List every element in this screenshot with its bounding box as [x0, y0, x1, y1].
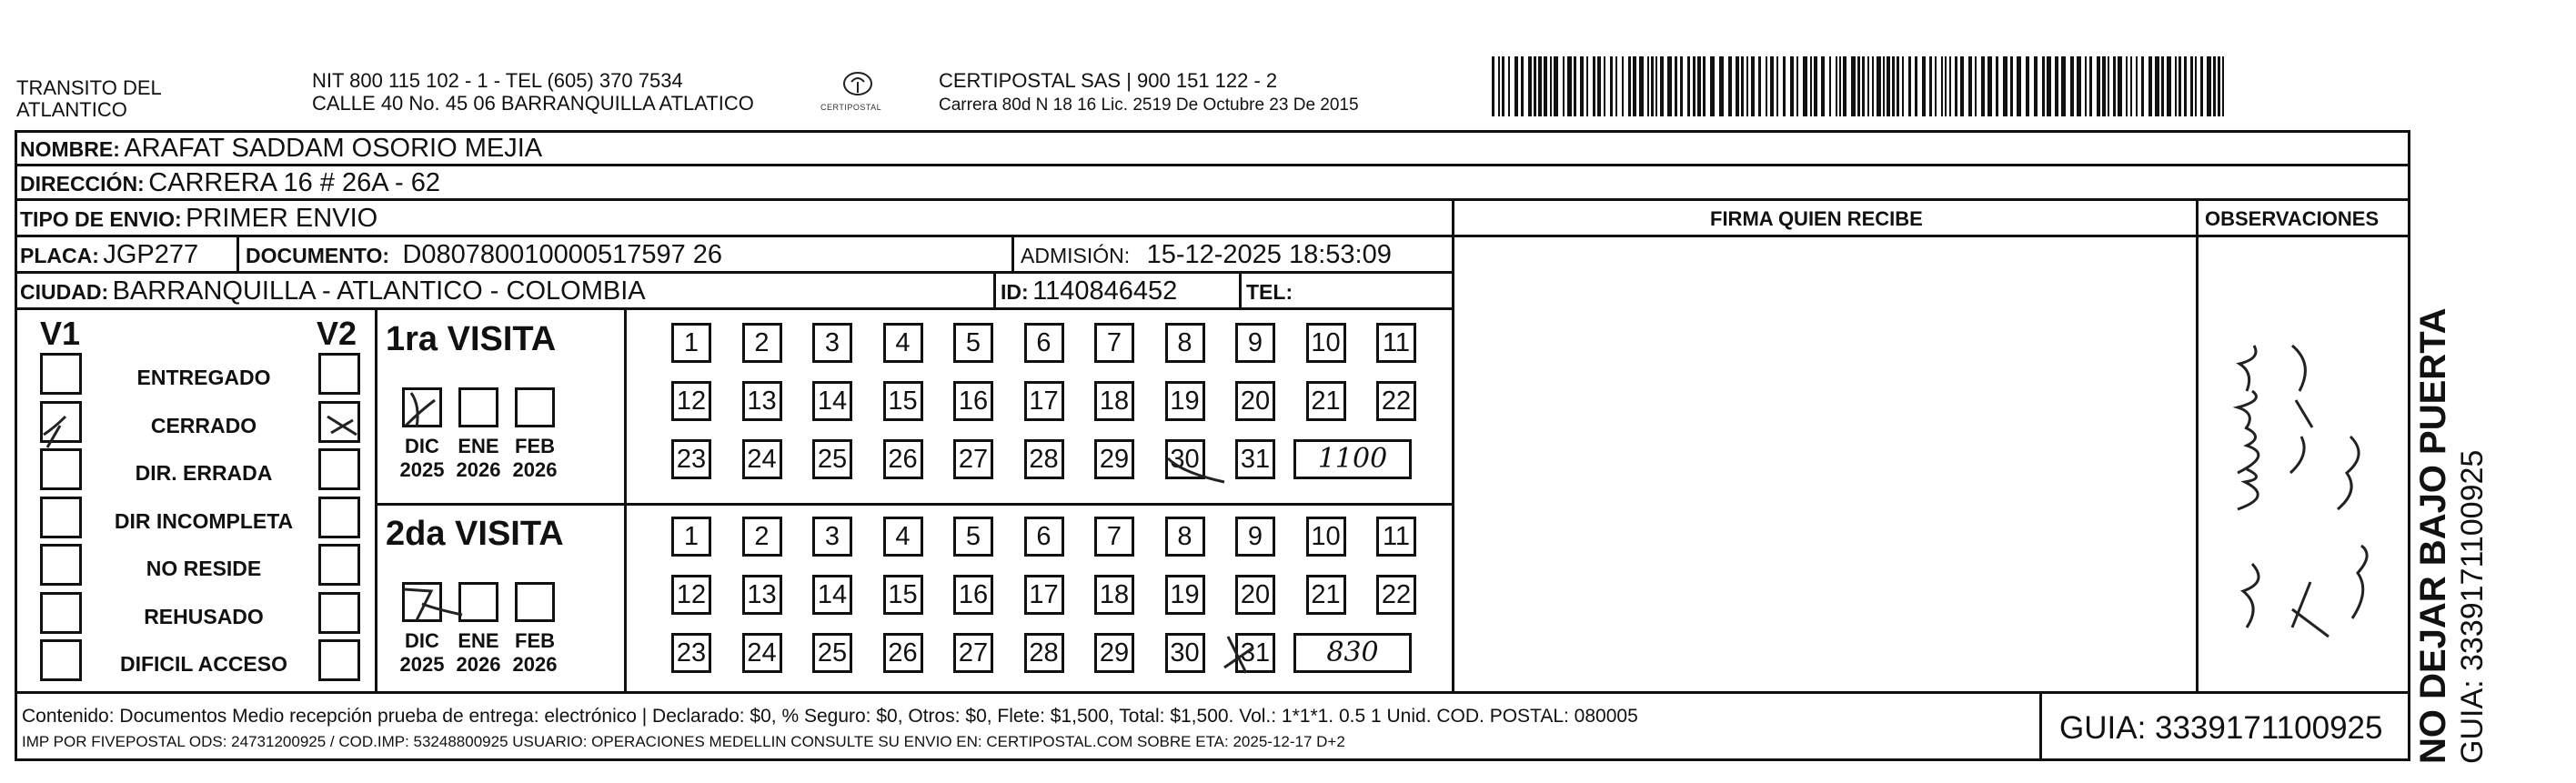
- ciudad-row: [20, 276, 646, 311]
- first-visit-day-box[interactable]: 13: [742, 381, 782, 421]
- first-visit-day-box[interactable]: 28: [1024, 439, 1064, 479]
- first-visit-month-checkbox[interactable]: [515, 387, 555, 427]
- documento-value: D080780010000517597 26: [402, 240, 723, 269]
- first-visit-day-box[interactable]: 31: [1235, 439, 1275, 479]
- second-visit-month-checkbox[interactable]: [402, 582, 442, 622]
- first-visit-day-box[interactable]: 4: [883, 323, 923, 363]
- first-visit-day-box[interactable]: 18: [1094, 381, 1134, 421]
- tipo-value: PRIMER ENVIO: [186, 204, 378, 233]
- placa-label: PLACA:: [20, 244, 99, 267]
- direccion-row: [20, 167, 440, 203]
- second-visit-month-checkbox[interactable]: [515, 582, 555, 622]
- first-visit-day-box[interactable]: 24: [742, 439, 782, 479]
- first-visit-day-box[interactable]: 5: [953, 323, 993, 363]
- placa-row: [20, 239, 198, 275]
- second-visit-time-value: 830: [1326, 637, 1379, 668]
- first-visit-title: 1ra VISITA: [386, 320, 557, 358]
- documento-label: DOCUMENTO:: [246, 244, 390, 267]
- first-visit-day-box[interactable]: 3: [812, 323, 852, 363]
- status-label: DIR INCOMPLETA: [114, 508, 294, 533]
- second-visit-day-box[interactable]: 20: [1235, 575, 1275, 615]
- v1-checkbox[interactable]: [40, 544, 82, 586]
- company-license: Carrera 80d N 18 16 Lic. 2519 De Octubre 23 De 2015: [939, 95, 1359, 115]
- direccion-label: DIRECCIÓN:: [20, 172, 145, 196]
- second-visit-month-label: ENE 2026: [456, 629, 501, 676]
- logo-text: CERTIPOSTAL: [820, 103, 882, 112]
- org-name-line2: ATLANTICO: [16, 98, 127, 121]
- second-visit-day-box[interactable]: 3: [812, 517, 852, 557]
- first-visit-day-box[interactable]: 1: [671, 323, 711, 363]
- v2-checkbox[interactable]: [318, 353, 360, 395]
- id-row: [1001, 276, 1177, 311]
- first-visit-day-box[interactable]: 26: [883, 439, 923, 479]
- nombre-label: NOMBRE:: [20, 137, 120, 161]
- nombre-row: [20, 133, 542, 168]
- barcode-icon: [1492, 56, 2229, 116]
- status-label: DIFICIL ACCESO: [119, 652, 287, 676]
- v2-checkbox[interactable]: [318, 448, 360, 490]
- imp-text: IMP POR FIVEPOSTAL ODS: 24731200925 / COD.IMP: 53248800925 USUARIO: OPERACIONES MEDELLIN CONSULTE SU ENVIO EN: CERTIPOSTAL.COM SOBRE ETA: 2025-12-17 D+2: [22, 733, 1345, 750]
- contenido-text: Contenido: Documentos Medio recepción prueba de entrega: electrónico | Declarado: $0, % Seguro: $0, Otros: $0, Flete: $1,500, Total: $1,500. Vol.: 1*1*1. 0.5 1 Unid. COD. POSTAL: 080005: [22, 706, 1638, 727]
- status-label: REHUSADO: [144, 604, 264, 628]
- first-visit-month-label: FEB 2026: [512, 435, 558, 481]
- no-dejar-bajo-puerta: NO DEJAR BAJO PUERTA: [2413, 307, 2453, 764]
- second-visit-day-box[interactable]: 6: [1024, 517, 1064, 557]
- tel-label: TEL:: [1246, 280, 1293, 304]
- second-visit-day-box[interactable]: 7: [1094, 517, 1134, 557]
- placa-value: JGP277: [103, 240, 199, 269]
- observaciones-header: OBSERVACIONES: [2205, 207, 2380, 230]
- second-visit-time-box[interactable]: [1293, 633, 1412, 673]
- first-visit-month-label: DIC 2025: [399, 435, 445, 481]
- second-visit-day-box[interactable]: 14: [812, 575, 852, 615]
- v2-header: V2: [317, 315, 357, 352]
- first-visit-month-checkbox[interactable]: [402, 387, 442, 427]
- ciudad-value: BARRANQUILLA - ATLANTICO - COLOMBIA: [112, 276, 646, 306]
- admision-label: ADMISIÓN:: [1021, 244, 1131, 267]
- v2-checkbox[interactable]: [318, 592, 360, 634]
- v2-checkbox[interactable]: [318, 639, 360, 681]
- v1-checkbox[interactable]: [40, 401, 82, 443]
- first-visit-day-box[interactable]: 10: [1306, 323, 1346, 363]
- first-visit-day-box[interactable]: 29: [1094, 439, 1134, 479]
- first-visit-day-box[interactable]: 8: [1165, 323, 1205, 363]
- v1-checkbox[interactable]: [40, 592, 82, 634]
- first-visit-time-box[interactable]: [1293, 439, 1412, 479]
- second-visit-day-box[interactable]: 17: [1024, 575, 1064, 615]
- first-visit-day-box[interactable]: 6: [1024, 323, 1064, 363]
- second-visit-day-box[interactable]: 13: [742, 575, 782, 615]
- second-visit-day-box[interactable]: 11: [1376, 517, 1416, 557]
- direccion-value: CARRERA 16 # 26A - 62: [148, 168, 440, 197]
- first-visit-day-box[interactable]: 14: [812, 381, 852, 421]
- second-visit-day-box[interactable]: 30: [1165, 633, 1205, 673]
- second-visit-day-box[interactable]: 28: [1024, 633, 1064, 673]
- ciudad-label: CIUDAD:: [20, 280, 109, 304]
- status-label: NO RESIDE: [146, 557, 262, 580]
- second-visit-day-box[interactable]: 8: [1165, 517, 1205, 557]
- side-guia: GUIA: 3339171100925: [2455, 449, 2490, 764]
- first-visit-day-box[interactable]: 15: [883, 381, 923, 421]
- tel-row: [1246, 276, 1293, 311]
- id-label: ID:: [1001, 280, 1029, 304]
- second-visit-day-box[interactable]: 23: [671, 633, 711, 673]
- first-visit-day-box[interactable]: 22: [1376, 381, 1416, 421]
- second-visit-day-box[interactable]: 19: [1165, 575, 1205, 615]
- second-visit-day-box[interactable]: 27: [953, 633, 993, 673]
- admision-row: [1021, 239, 1392, 275]
- company-name: CERTIPOSTAL SAS | 900 151 122 - 2: [939, 69, 1278, 92]
- second-visit-day-box[interactable]: 31: [1235, 633, 1275, 673]
- first-visit-day-box[interactable]: 9: [1235, 323, 1275, 363]
- first-visit-day-box[interactable]: 27: [953, 439, 993, 479]
- second-visit-day-box[interactable]: 26: [883, 633, 923, 673]
- first-visit-day-box[interactable]: 2: [742, 323, 782, 363]
- first-visit-day-box[interactable]: 21: [1306, 381, 1346, 421]
- second-visit-day-box[interactable]: 2: [742, 517, 782, 557]
- tipo-row: [20, 203, 377, 238]
- second-visit-day-box[interactable]: 21: [1306, 575, 1346, 615]
- second-visit-day-box[interactable]: 25: [812, 633, 852, 673]
- first-visit-day-box[interactable]: 25: [812, 439, 852, 479]
- second-visit-day-box[interactable]: 24: [742, 633, 782, 673]
- first-visit-day-box[interactable]: 7: [1094, 323, 1134, 363]
- first-visit-day-box[interactable]: 23: [671, 439, 711, 479]
- second-visit-day-box[interactable]: 1: [671, 517, 711, 557]
- v1-checkbox[interactable]: [40, 497, 82, 538]
- first-visit-day-box[interactable]: 12: [671, 381, 711, 421]
- second-visit-day-box[interactable]: 22: [1376, 575, 1416, 615]
- second-visit-day-box[interactable]: 5: [953, 517, 993, 557]
- tipo-label: TIPO DE ENVIO:: [20, 207, 182, 231]
- footer-guia: GUIA: 3339171100925: [2059, 710, 2383, 746]
- id-value: 1140846452: [1032, 276, 1178, 306]
- status-label: DIR. ERRADA: [135, 461, 273, 485]
- first-visit-time-value: 1100: [1317, 443, 1388, 475]
- first-visit-day-box[interactable]: 17: [1024, 381, 1064, 421]
- firma-header: FIRMA QUIEN RECIBE: [1710, 207, 1923, 230]
- second-visit-day-box[interactable]: 10: [1306, 517, 1346, 557]
- v2-checkbox[interactable]: [318, 497, 360, 538]
- v1-checkbox[interactable]: [40, 353, 82, 395]
- first-visit-day-box[interactable]: 30: [1165, 439, 1205, 479]
- v1-checkbox[interactable]: [40, 448, 82, 490]
- second-visit-title: 2da VISITA: [386, 515, 564, 553]
- first-visit-day-box[interactable]: 19: [1165, 381, 1205, 421]
- first-visit-month-label: ENE 2026: [456, 435, 501, 481]
- second-visit-day-box[interactable]: 18: [1094, 575, 1134, 615]
- second-visit-day-box[interactable]: 12: [671, 575, 711, 615]
- nombre-value: ARAFAT SADDAM OSORIO MEJIA: [124, 134, 543, 163]
- second-visit-day-box[interactable]: 15: [883, 575, 923, 615]
- side-vertical-text: [2412, 307, 2490, 764]
- v2-checkbox[interactable]: [318, 544, 360, 586]
- second-visit-month-label: DIC 2025: [399, 629, 445, 676]
- v1-header: V1: [40, 315, 81, 352]
- second-visit-day-box[interactable]: 29: [1094, 633, 1134, 673]
- status-label: ENTREGADO: [136, 366, 271, 389]
- first-visit-day-box[interactable]: 16: [953, 381, 993, 421]
- second-visit-month-label: FEB 2026: [512, 629, 558, 676]
- first-visit-day-box[interactable]: 20: [1235, 381, 1275, 421]
- admision-value: 15-12-2025 18:53:09: [1146, 240, 1392, 269]
- second-visit-month-checkbox[interactable]: [458, 582, 498, 622]
- second-visit-day-box[interactable]: 4: [883, 517, 923, 557]
- org-name-line1: TRANSITO DEL: [16, 76, 162, 99]
- v1-checkbox[interactable]: [40, 639, 82, 681]
- v2-checkbox[interactable]: [318, 401, 360, 443]
- org-nit: NIT 800 115 102 - 1 - TEL (605) 370 7534: [312, 69, 683, 92]
- second-visit-day-box[interactable]: 16: [953, 575, 993, 615]
- org-address: CALLE 40 No. 45 06 BARRANQUILLA ATLATICO: [312, 92, 754, 115]
- documento-row: [246, 239, 722, 275]
- first-visit-month-checkbox[interactable]: [458, 387, 498, 427]
- first-visit-day-box[interactable]: 11: [1376, 323, 1416, 363]
- status-label: CERRADO: [150, 413, 257, 437]
- second-visit-day-box[interactable]: 9: [1235, 517, 1275, 557]
